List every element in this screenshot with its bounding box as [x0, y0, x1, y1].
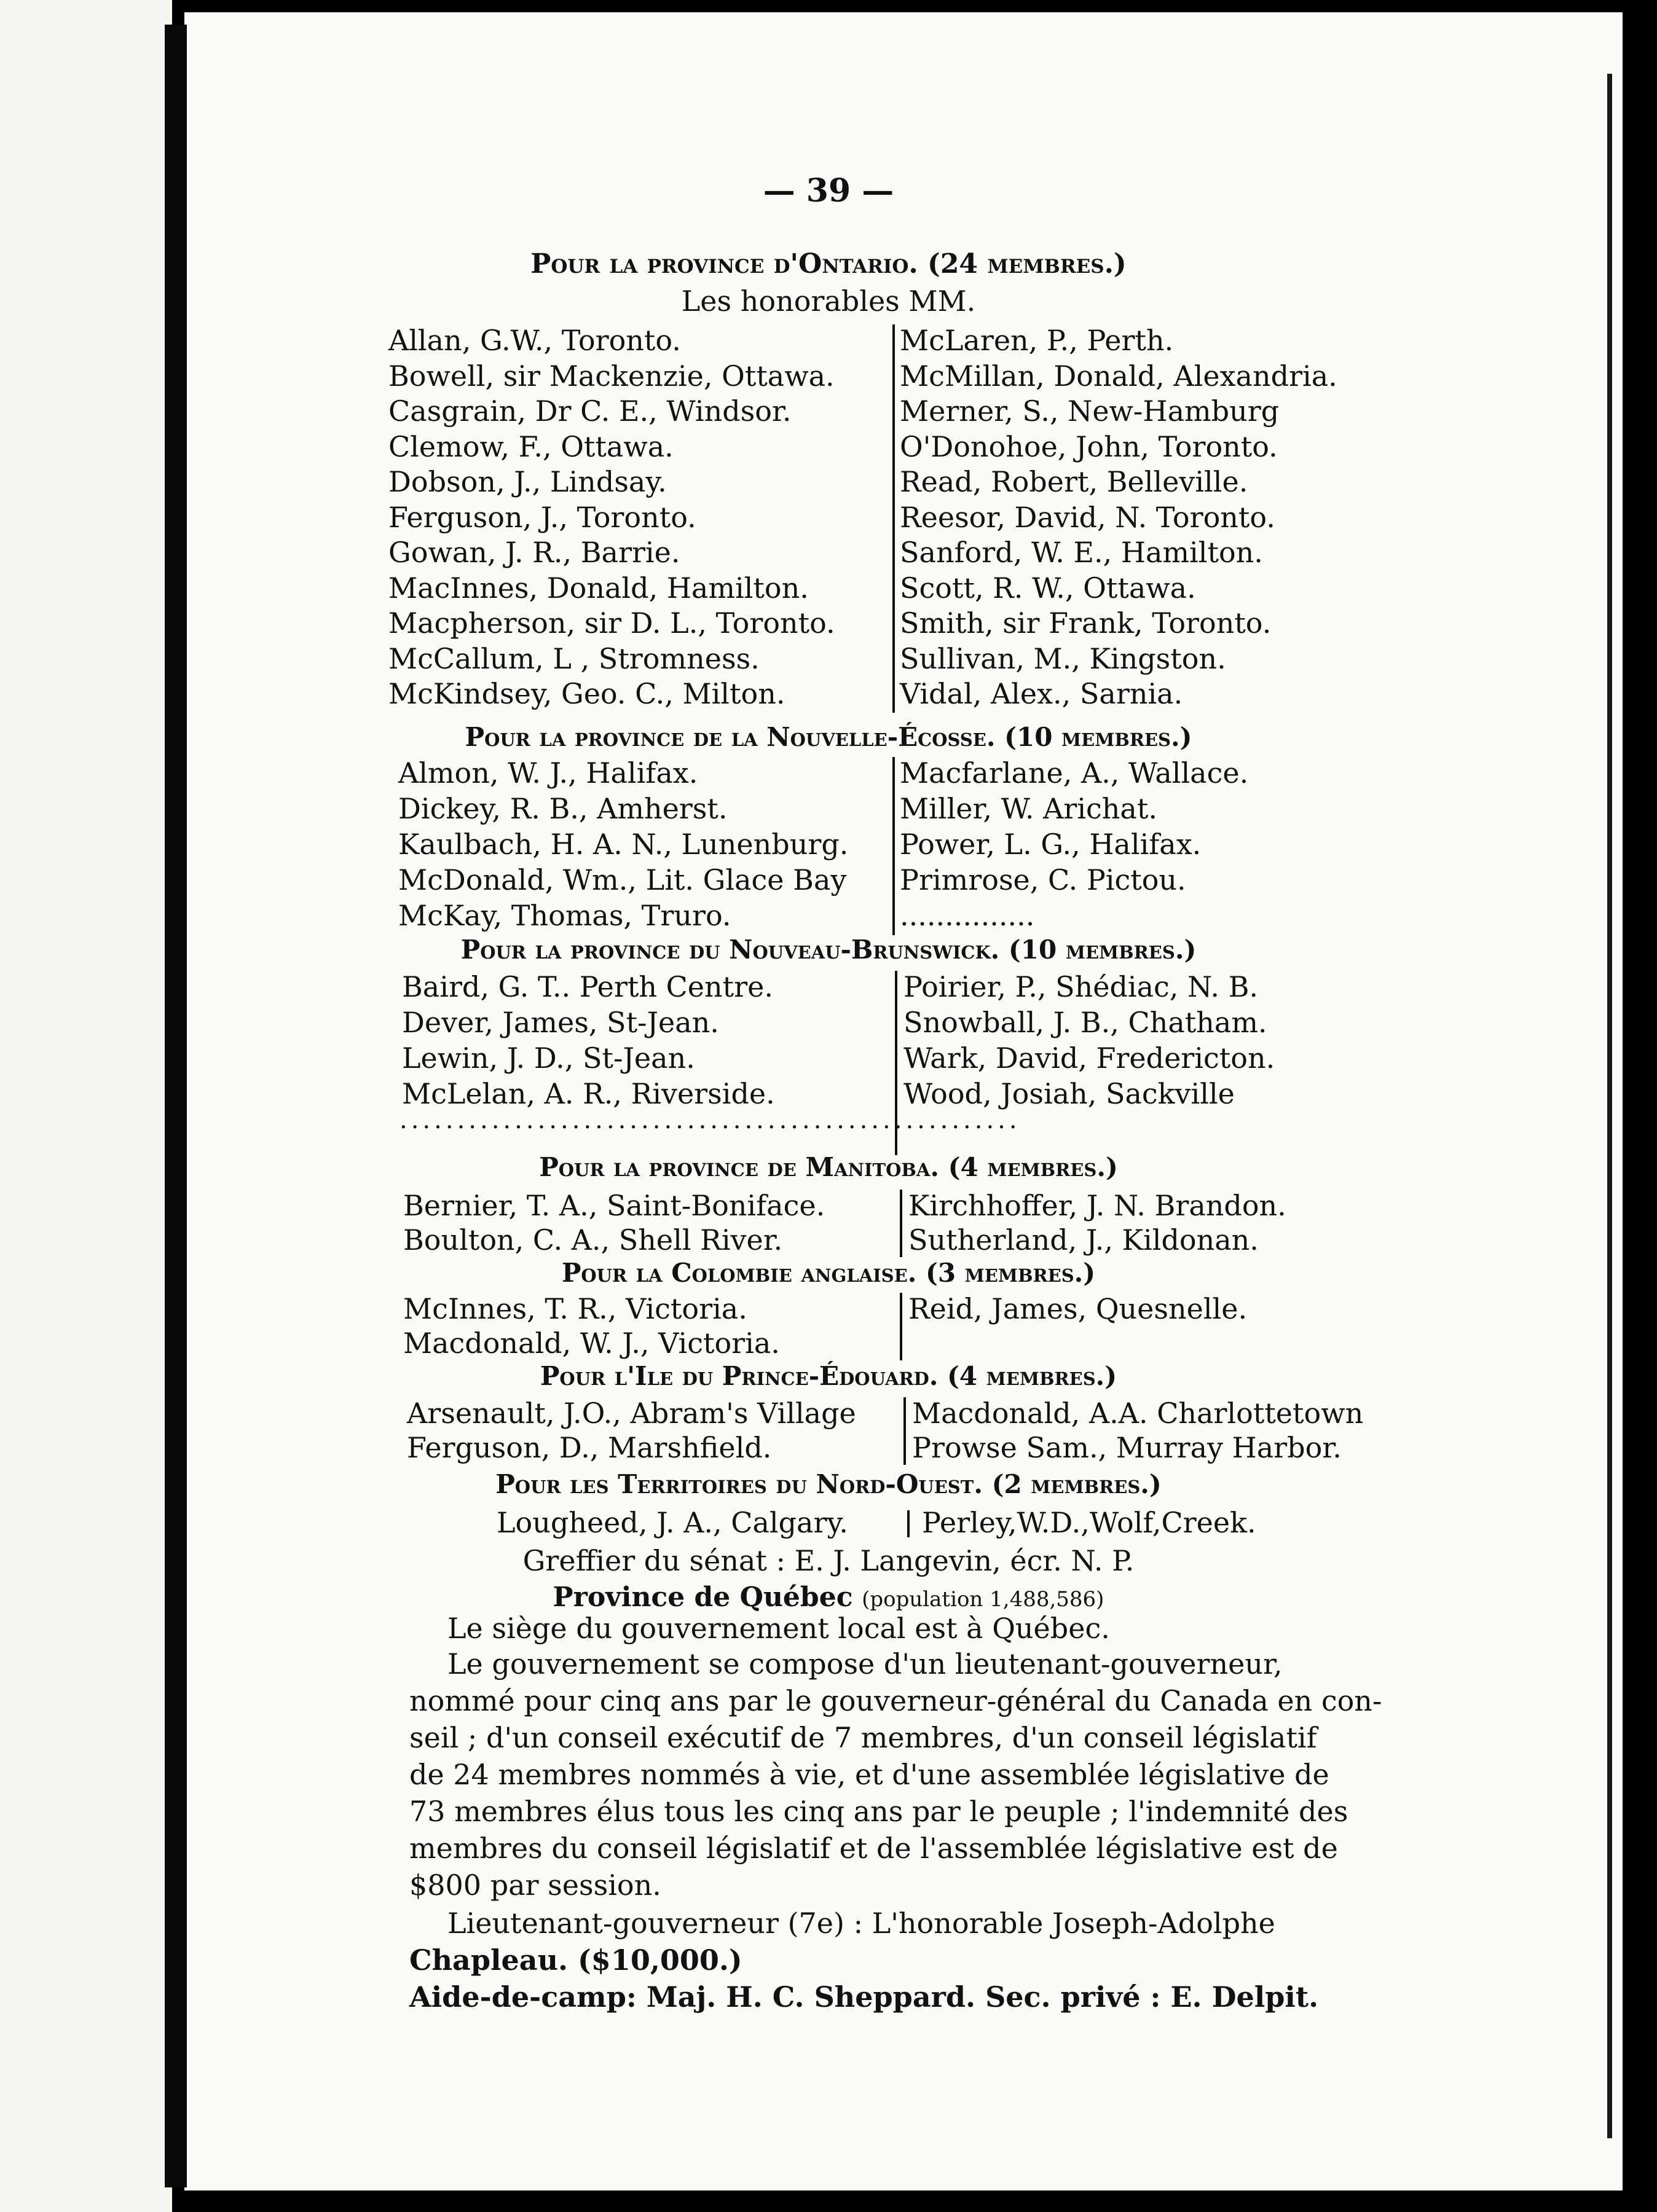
quebec-paragraph-text: de 24 membres nommés à vie, et d'une assemblée législative de [409, 1758, 1329, 1791]
ontario-member-right: Merner, S., New-Hamburg [900, 394, 1280, 428]
manitoba-heading: Pour la province de Manitoba. (4 membres.) [539, 1152, 1118, 1182]
manitoba-row [0, 1222, 1657, 1258]
quebec-paragraph-text: seil ; d'un conseil exécutif de 7 membres, d'un conseil législatif [409, 1721, 1317, 1754]
page-number: — 39 — [763, 172, 894, 210]
nouveau-brunswick-member-right: Wood, Josiah, Sackville [903, 1077, 1235, 1110]
ontario-member-right: McMillan, Donald, Alexandria. [900, 359, 1337, 393]
quebec-population: (population 1,488,586) [862, 1587, 1104, 1612]
ipe-member-left: Ferguson, D., Marshfield. [407, 1431, 772, 1464]
colombie-heading: Pour la Colombie anglaise. (3 membres.) [561, 1258, 1096, 1288]
ontario-member-left: Dobson, J., Lindsay. [388, 465, 667, 498]
nouveau-brunswick-row [0, 968, 1657, 1005]
quebec-paragraph-line [0, 1756, 1657, 1793]
colombie-member-left: Macdonald, W. J., Victoria. [403, 1327, 780, 1360]
nouveau-brunswick-row [0, 1040, 1657, 1077]
nouvelle-ecosse-member-right: Miller, W. Arichat. [900, 792, 1157, 825]
ontario-member-left: Clemow, F., Ottawa. [388, 429, 674, 463]
ontario-row [0, 393, 1657, 429]
territoires-right: Perley,W.D.,Wolf,Creek. [922, 1506, 1256, 1539]
ontario-member-right: Sullivan, M., Kingston. [900, 641, 1226, 675]
quebec-paragraph-text: membres du conseil législatif et de l'assemblée législative est de [409, 1832, 1338, 1865]
ontario-member-right: Scott, R. W., Ottawa. [900, 571, 1196, 605]
nouvelle-ecosse-member-left: Kaulbach, H. A. N., Lunenburg. [398, 828, 849, 861]
column-divider [903, 1397, 906, 1465]
quebec-seat: Le siège du gouvernement local est à Québec. [447, 1612, 1110, 1645]
ontario-row [0, 605, 1657, 641]
ontario-member-right: Reesor, David, N. Toronto. [900, 500, 1275, 534]
quebec-paragraph-text: nommé pour cinq ans par le gouverneur-général du Canada en con- [409, 1684, 1382, 1717]
colombie-row [0, 1325, 1657, 1362]
manitoba-member-left: Bernier, T. A., Saint-Boniface. [403, 1189, 825, 1222]
nouveau-brunswick-row [0, 1004, 1657, 1041]
quebec-paragraph-line [0, 1682, 1657, 1719]
nouvelle-ecosse-member-left: McDonald, Wm., Lit. Glace Bay [398, 863, 847, 896]
ontario-member-left: Gowan, J. R., Barrie. [388, 536, 680, 569]
nouvelle-ecosse-row [0, 755, 1657, 791]
ipe-row [0, 1395, 1657, 1432]
colombie-member-right: Reid, James, Quesnelle. [908, 1292, 1248, 1325]
lieutenant-row-2 [0, 1942, 1657, 1979]
lieutenant-line-2: Chapleau. ($10,000.) [409, 1943, 742, 1977]
column-divider [900, 1293, 902, 1360]
nouvelle-ecosse-member-right: Primrose, C. Pictou. [900, 863, 1186, 896]
ontario-member-right: Vidal, Alex., Sarnia. [900, 677, 1183, 710]
quebec-paragraph-line [0, 1793, 1657, 1830]
nouvelle-ecosse-member-left: McKay, Thomas, Truro. [398, 899, 731, 932]
ontario-member-left: Casgrain, Dr C. E., Windsor. [388, 394, 792, 428]
ontario-member-left: McKindsey, Geo. C., Milton. [388, 677, 785, 710]
ontario-member-right: Sanford, W. E., Hamilton. [900, 536, 1263, 569]
manitoba-member-left: Boulton, C. A., Shell River. [403, 1223, 783, 1257]
nouvelle-ecosse-member-left: Almon, W. J., Halifax. [398, 756, 698, 790]
ontario-row [0, 675, 1657, 712]
quebec-paragraph-line [0, 1830, 1657, 1867]
ipe-member-left: Arsenault, J.O., Abram's Village [407, 1397, 856, 1430]
quebec-paragraph-text: $800 par session. [409, 1869, 661, 1902]
ontario-row [0, 358, 1657, 394]
ipe-member-right: Prowse Sam., Murray Harbor. [912, 1431, 1342, 1464]
ontario-member-left: Bowell, sir Mackenzie, Ottawa. [388, 359, 835, 393]
nouvelle-ecosse-member-right: Macfarlane, A., Wallace. [900, 756, 1249, 790]
ontario-member-left: Allan, G.W., Toronto. [388, 324, 681, 357]
ontario-row [0, 322, 1657, 359]
ontario-member-right: Read, Robert, Belleville. [900, 465, 1248, 498]
nouveau-brunswick-member-left: Lewin, J. D., St-Jean. [402, 1041, 695, 1075]
column-divider [892, 324, 895, 713]
quebec-seat-row [0, 1610, 1657, 1647]
ontario-row [0, 499, 1657, 536]
ontario-row [0, 428, 1657, 465]
nouvelle-ecosse-row [0, 826, 1657, 863]
nouvelle-ecosse-row [0, 790, 1657, 827]
nouvelle-ecosse-member-left: Dickey, R. B., Amherst. [398, 792, 728, 825]
lieutenant-line-1: Lieutenant-gouverneur (7e) : L'honorable Joseph-Adolphe [447, 1907, 1275, 1940]
quebec-heading-row [0, 1578, 1657, 1615]
quebec-heading: Province de Québec [553, 1582, 853, 1613]
ipe-row [0, 1429, 1657, 1466]
nouvelle-ecosse-heading: Pour la province de la Nouvelle-Écosse. (10 membres.) [465, 722, 1192, 752]
quebec-paragraph-text: Le gouvernement se compose d'un lieutenant-gouverneur, [447, 1647, 1283, 1681]
ontario-member-left: MacInnes, Donald, Hamilton. [388, 571, 809, 605]
ontario-row [0, 463, 1657, 500]
ipe-member-right: Macdonald, A.A. Charlottetown [912, 1397, 1364, 1430]
colombie-row [0, 1290, 1657, 1327]
nouvelle-ecosse-row [0, 897, 1657, 934]
quebec-paragraph-text: 73 membres élus tous les cinq ans par le peuple ; l'indemnité des [409, 1795, 1348, 1828]
aide-de-camp: Aide-de-camp: Maj. H. C. Sheppard. Sec. privé : E. Delpit. [409, 1980, 1319, 2014]
ontario-member-left: McCallum, L , Stromness. [388, 641, 760, 675]
ontario-heading: Pour la province d'Ontario. (24 membres.) [530, 248, 1127, 280]
dotted-leader: ...................................................... [399, 1106, 1021, 1134]
colombie-member-left: McInnes, T. R., Victoria. [403, 1292, 747, 1325]
ontario-row [0, 534, 1657, 571]
manitoba-member-right: Sutherland, J., Kildonan. [908, 1223, 1259, 1257]
nouvelle-ecosse-row [0, 861, 1657, 898]
ontario-row [0, 570, 1657, 606]
ontario-row [0, 640, 1657, 677]
nouveau-brunswick-member-right: Poirier, P., Shédiac, N. B. [903, 970, 1259, 1003]
territoires-row [0, 1504, 1657, 1541]
lieutenant-row-1 [0, 1905, 1657, 1942]
column-divider [892, 757, 895, 935]
quebec-paragraph-line [0, 1867, 1657, 1904]
territoires-heading: Pour les Territoires du Nord-Ouest. (2 membres.) [495, 1469, 1162, 1499]
ontario-member-right: Smith, sir Frank, Toronto. [900, 606, 1272, 640]
nouveau-brunswick-member-left: Dever, James, St-Jean. [402, 1006, 719, 1039]
nouveau-brunswick-heading: Pour la province du Nouveau-Brunswick. (10 membres.) [460, 935, 1197, 965]
ontario-member-left: Ferguson, J., Toronto. [388, 500, 696, 534]
manitoba-member-right: Kirchhoffer, J. N. Brandon. [908, 1189, 1286, 1222]
nouveau-brunswick-member-right: Wark, David, Fredericton. [903, 1041, 1275, 1075]
nouvelle-ecosse-member-right: ............... [900, 899, 1035, 932]
aide-de-camp-row [0, 1979, 1657, 2015]
column-divider [907, 1510, 910, 1537]
quebec-paragraph-line [0, 1719, 1657, 1756]
nouveau-brunswick-member-left: Baird, G. T.. Perth Centre. [402, 970, 773, 1003]
ipe-heading: Pour l'Ile du Prince-Édouard. (4 membres.) [540, 1361, 1117, 1391]
ontario-subheading: Les honorables MM. [681, 284, 976, 318]
quebec-paragraph-line [0, 1645, 1657, 1682]
territoires-left: Lougheed, J. A., Calgary. [497, 1506, 848, 1539]
greffier-line: Greffier du sénat : E. J. Langevin, écr. N. P. [522, 1544, 1135, 1577]
manitoba-row [0, 1187, 1657, 1224]
column-divider [900, 1190, 902, 1257]
ontario-member-right: McLaren, P., Perth. [900, 324, 1174, 357]
nouvelle-ecosse-member-right: Power, L. G., Halifax. [900, 828, 1202, 861]
nouveau-brunswick-member-right: Snowball, J. B., Chatham. [903, 1006, 1267, 1039]
ontario-member-right: O'Donohoe, John, Toronto. [900, 429, 1278, 463]
ontario-member-left: Macpherson, sir D. L., Toronto. [388, 606, 835, 640]
nouveau-brunswick-member-left: McLelan, A. R., Riverside. [402, 1077, 775, 1110]
